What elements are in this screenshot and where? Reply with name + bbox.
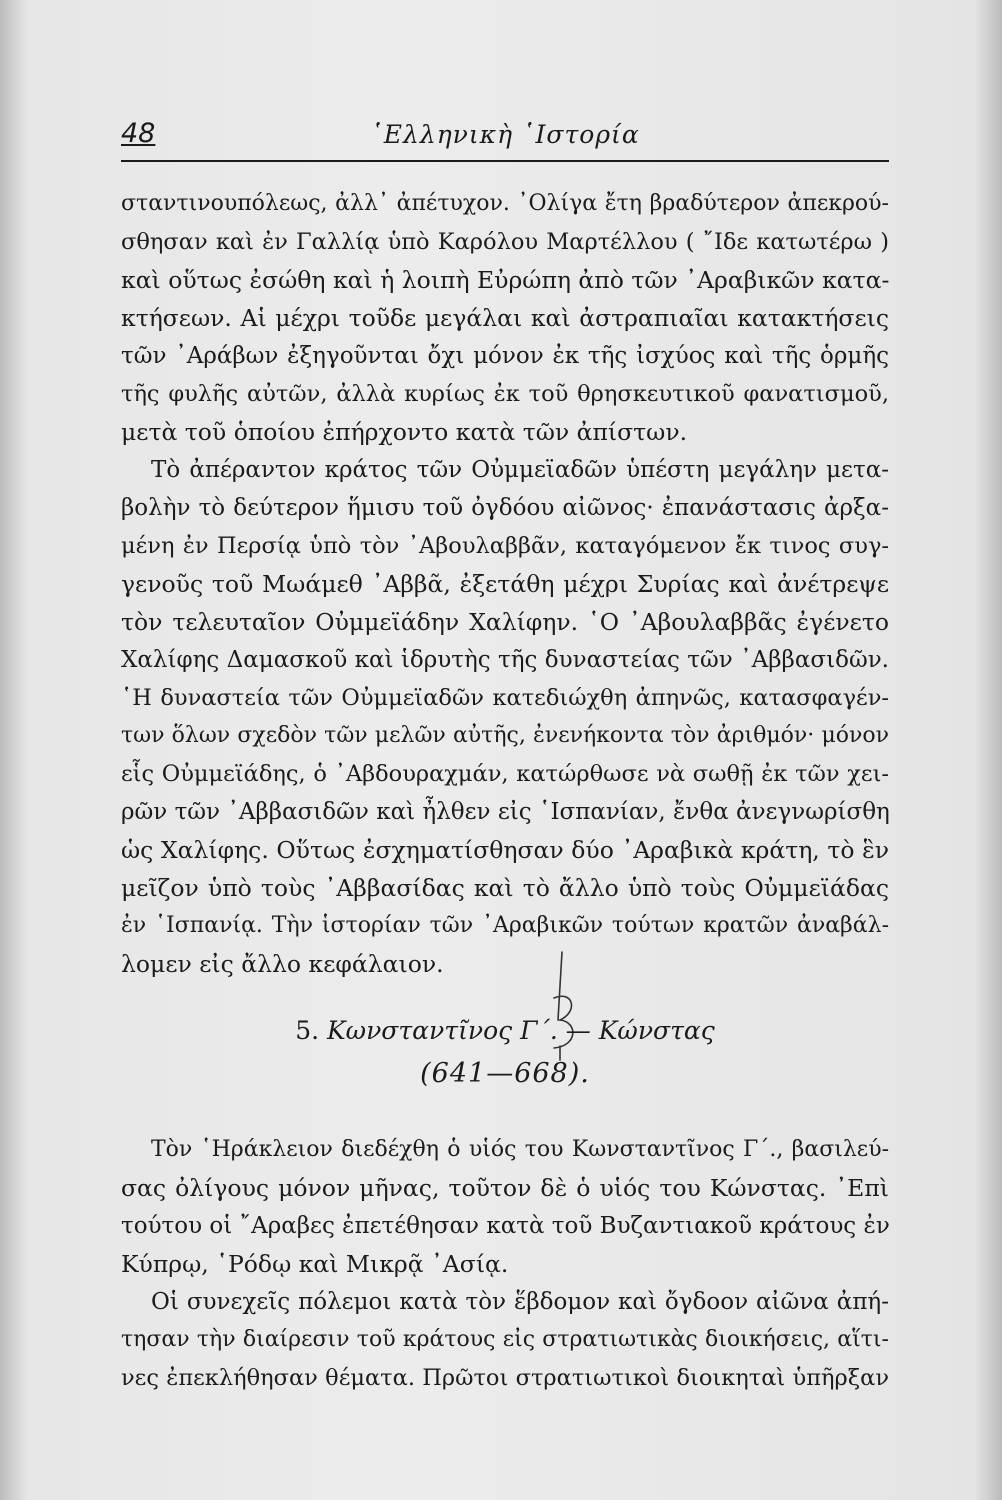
text-line: τὸν τελευταῖον Οὐμμεϊάδην Χαλίφην. ῾Ο ᾿Αβουλαββᾶς ἐγένετο (121, 608, 889, 636)
section-title: Κωνσταντῖνος Γ΄. — Κώνστας (327, 1016, 715, 1045)
text-line: εἷς Οὐμμεϊάδης, ὁ ᾿Αβδουραχμάν, κατώρθωσε νὰ σωθῇ ἐκ τῶν χει- (121, 761, 889, 787)
text-line: γενοῦς τοῦ Μωάμεθ ᾿Αββᾶ, ἐξετάθη μέχρι Συρίας καὶ ἀνέτρεψε (121, 570, 889, 598)
page-shadow-left (0, 0, 28, 1500)
text-line: μεῖζον ὑπὸ τοὺς ᾿Αββασίδας καὶ τὸ ἄλλο ὑπὸ τοὺς Οὐμμεϊάδας (121, 874, 889, 902)
text-line: Κύπρῳ, ῾Ρόδῳ καὶ Μικρᾷ ᾿Ασίᾳ. (121, 1250, 509, 1278)
text-line: καὶ οὕτως ἐσώθη καὶ ἡ λοιπὴ Εὐρώπη ἀπὸ τῶν ᾿Αραβικῶν κατα- (121, 266, 890, 294)
text-line: σθησαν καὶ ἐν Γαλλίᾳ ὑπὸ Καρόλου Μαρτέλλου ( ῎Ιδε κατωτέρω ) (121, 229, 889, 255)
text-line: Τὸν ῾Ηράκλειον διεδέχθη ὁ υἱός του Κωνσταντῖνος Γ΄., βασιλεύ- (151, 1137, 889, 1162)
text-line: ῾Η δυναστεία τῶν Οὐμμεϊαδῶν κατεδιώχθη ἀπηνῶς, κατασφαγέν- (121, 685, 889, 711)
text-line: Τὸ ἀπέραντον κράτος τῶν Οὐμμεϊαδῶν ὑπέστη μεγάλην μετα- (151, 457, 889, 483)
section-number: 5. (295, 1016, 320, 1045)
text-line: τῆς φυλῆς αὐτῶν, ἀλλὰ κυρίως ἐκ τοῦ θρησκευτικοῦ φανατισμοῦ, (121, 381, 889, 407)
text-line: ρῶν τῶν ᾿Αββασιδῶν καὶ ἦλθεν εἰς ῾Ισπανίαν, ἔνθα ἀνεγνωρίσθη (121, 799, 890, 825)
running-title: ῾Ελληνικὴ ῾Ιστορία (370, 120, 640, 149)
text-line: κτήσεων. Αἱ μέχρι τοῦδε μεγάλαι καὶ ἀστραπιαῖαι κατακτήσεις (121, 304, 889, 332)
section-dates: (641—668). (420, 1058, 590, 1089)
handwritten-mark (548, 950, 582, 1062)
text-line: τῶν ᾿Αράβων ἐξηγοῦνται ὄχι μόνον ἐκ τῆς ἰσχύος καὶ τῆς ὁρμῆς (121, 343, 889, 369)
text-line: ὡς Χαλίφης. Οὕτως ἐσχηματίσθησαν δύο ᾿Αραβικὰ κράτη, τὸ ἓν (121, 836, 889, 864)
text-line: σας ὀλίγους μόνον μῆνας, τοῦτον δὲ ὁ υἱός του Κώνστας. ᾿Επὶ (121, 1174, 889, 1202)
text-line: μετὰ τοῦ ὁποίου ἐπήρχοντο κατὰ τῶν ἀπίστων. (121, 418, 688, 446)
page-number: 48 (121, 118, 156, 149)
text-line: των ὅλων σχεδὸν τῶν μελῶν αὐτῆς, ἐνενήκοντα τὸν ἀριθμόν· μόνον (121, 723, 889, 748)
text-line: ἐν ῾Ισπανίᾳ. Τὴν ἱστορίαν τῶν ᾿Αραβικῶν τούτων κρατῶν ἀναβάλ- (121, 913, 889, 938)
text-line: μένη ἐν Περσίᾳ ὑπὸ τὸν ᾿Αβουλαββᾶν, καταγόμενον ἔκ τινος συγ- (121, 533, 889, 559)
text-line: σταντινουπόλεως, ἀλλ᾿ ἀπέτυχον. ᾿Ολίγα ἔτη βραδύτερον ἀπεκρού- (121, 191, 889, 216)
page-shadow-right (974, 0, 1002, 1500)
text-line: νες ἐπεκλήθησαν θέματα. Πρῶτοι στρατιωτικοὶ διοικηταὶ ὑπῆρξαν (121, 1365, 889, 1391)
text-line: βολὴν τὸ δεύτερον ἥμισυ τοῦ ὀγδόου αἰῶνος· ἐπανάστασις ἀρξα- (121, 495, 889, 521)
running-header (121, 118, 889, 162)
text-line: λομεν εἰς ἄλλο κεφάλαιον. (121, 950, 444, 978)
text-line: τούτου οἱ ῎Αραβες ἐπετέθησαν κατὰ τοῦ Βυζαντιακοῦ κράτους ἐν (121, 1213, 890, 1239)
section-heading (121, 1016, 889, 1045)
text-line: Οἱ συνεχεῖς πόλεμοι κατὰ τὸν ἕβδομον καὶ ὄγδοον αἰῶνα ἀπή- (151, 1289, 889, 1315)
text-line: τησαν τὴν διαίρεσιν τοῦ κράτους εἰς στρατιωτικὰς διοικήσεις, αἵτι- (121, 1327, 889, 1352)
text-line: Χαλίφης Δαμασκοῦ καὶ ἱδρυτὴς τῆς δυναστείας τῶν ᾿Αββασιδῶν. (121, 647, 889, 673)
